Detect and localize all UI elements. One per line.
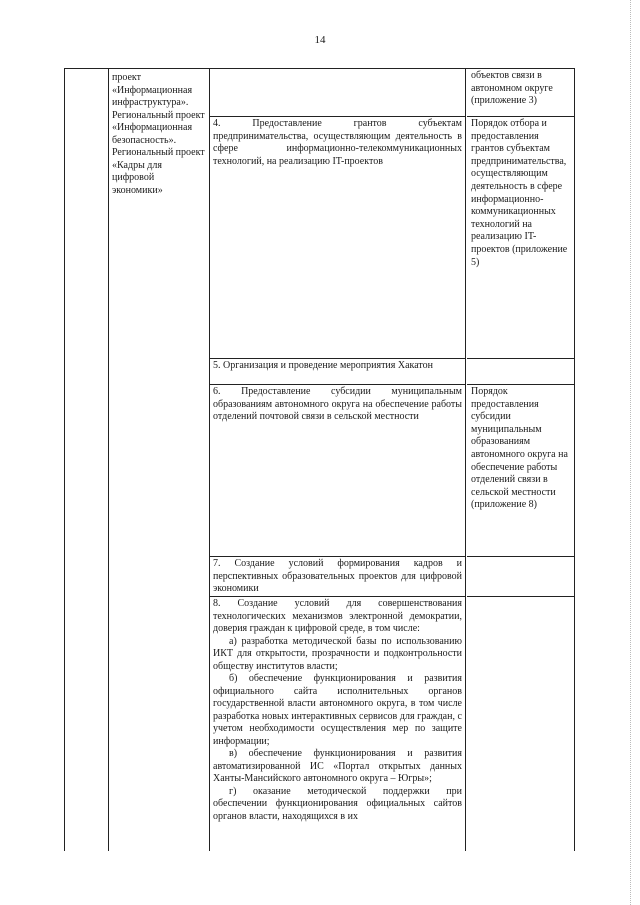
table-cell-activity: 4. Предоставление грантов субъектам предпринимательства, осуществляющим деятельность в сфере информационно-телекоммуникационных технологий, на реализацию IT-проектов (210, 117, 466, 359)
table-cell-activity: 6. Предоставление субсидии муниципальным образованиям автономного округа на обеспечение работы отделений почтовой связи в сельской местности (210, 385, 466, 557)
project-column (109, 69, 210, 851)
table-cell-activity: 5. Организация и проведение мероприятия Хакатон (210, 359, 466, 385)
table-cell-activity (210, 597, 466, 851)
row8-item-a: а) разработка методической базы по использованию ИКТ для открытости, прозрачности и подконтрольности обществу институтов власти; (213, 635, 462, 672)
table-cell-document: Порядок отбора и предоставления грантов субъектам предпринимательства, осуществляющим деятельность в сфере информационно-коммуникационных технологий на реализацию IT-проектов (приложение 5) (467, 117, 575, 359)
row8-item-b: б) обеспечение функционирования и развития официального сайта исполнительных органов государственной власти автономного округа, в том числе разработка новых интерактивных сервисов для граждан, с учетом необходимости осуществления мер по защите информации; (213, 673, 462, 747)
row8-intro: 8. Создание условий для совершенствования технологических механизмов электронной демократии, доверия граждан к цифровой среде, в том числе: (213, 598, 462, 634)
table-cell-document: объектов связи в автономном округе (приложение 3) (467, 69, 575, 117)
page-number: 14 (314, 34, 326, 46)
table-cell-document (467, 597, 575, 851)
program-table (64, 68, 575, 851)
number-column (65, 69, 109, 851)
table-cell-document (467, 359, 575, 385)
row8-item-c: в) обеспечение функционирования и развития автоматизированной ИС «Портал открытых данных Ханты-Мансийского автономного округа – Югры»; (213, 748, 462, 784)
scan-edge (630, 0, 632, 905)
table-cell-activity: 7. Создание условий формирования кадров и перспективных образовательных проектов для цифровой экономики (210, 557, 466, 597)
row8-item-d: г) оказание методической поддержки при обеспечении функционирования официальных сайтов органов власти, находящихся в их (213, 785, 462, 822)
table-cell-document: Порядок предоставления субсидии муниципальным образованиям автономного округа на обеспечение работы отделений связи в сельской местности (приложение 8) (467, 385, 575, 557)
project-column-text: проект «Информационная инфраструктура». Региональный проект «Информационная безопасность». Региональный проект «Кадры для цифровой экономики» (112, 72, 205, 196)
table-cell-activity (210, 69, 466, 117)
table-cell-document (467, 557, 575, 597)
